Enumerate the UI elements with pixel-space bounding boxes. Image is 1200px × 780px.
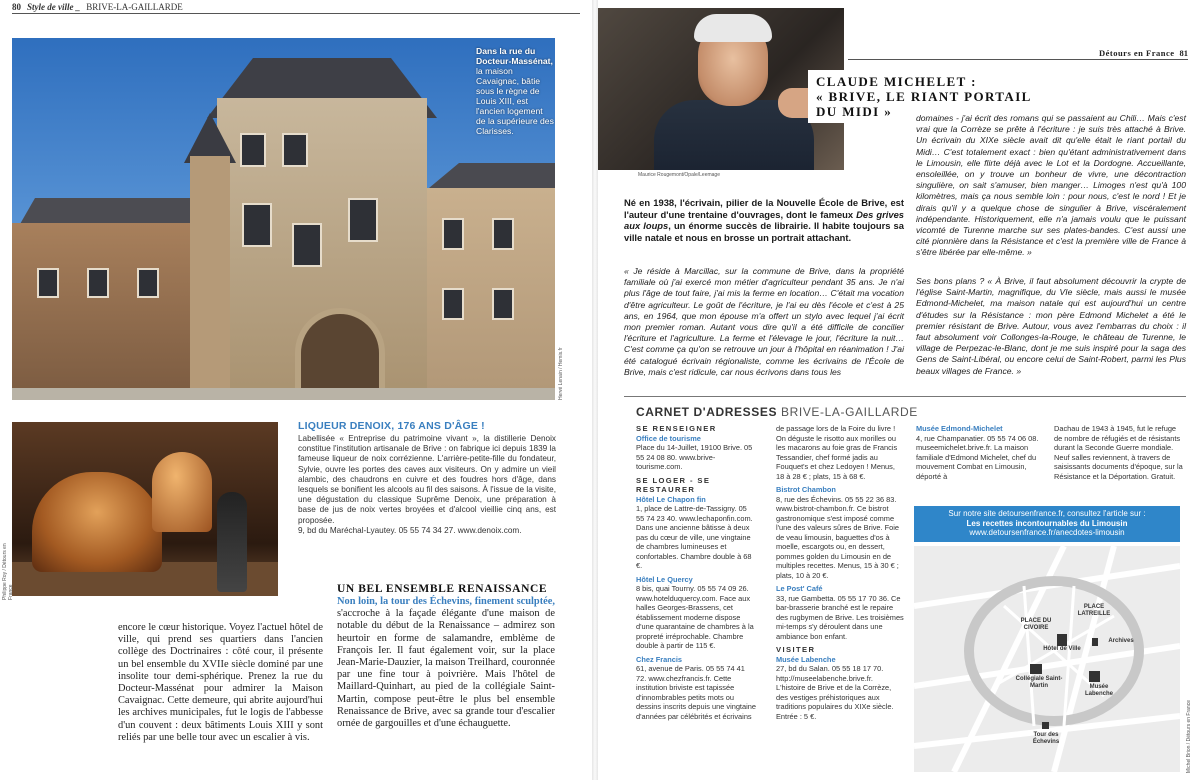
rubric-right: Détours en France bbox=[1098, 48, 1175, 58]
renaissance-title: UN BEL ENSEMBLE RENAISSANCE bbox=[337, 583, 548, 595]
chapon-fin-text: 1, place de Lattre-de-Tassigny. 05 55 74 23 40. www.lechaponfin.com. Dans une ancienne bâtisse à deux pas du cœur de ville, une vingtaine de chambres lumineuses et confortables. Chambre double à 68 €. bbox=[636, 504, 753, 570]
section-visiter: VISITER bbox=[776, 645, 816, 654]
bistrot-chambon-text: 8, rue des Échevins. 05 55 22 36 83. www.bistrot-chambon.fr. Ce bistrot gastronomique s'est imposé comme l'une des valeurs sûres de Brive. Foie de veau limousin, baguettes d'os à moelle, escargots ou, en dessert, pommes golden du Limousin en de multiples recettes. Menus, 15 à 30 € ; plats, 10 à 20 €. bbox=[776, 494, 900, 580]
section-se-loger: SE LOGER - SE RESTAURER bbox=[636, 475, 711, 494]
map-label-place-latreille: PLACE LATREILLE bbox=[1077, 604, 1111, 617]
page-number: 80 bbox=[12, 2, 21, 12]
photo-caption bbox=[476, 46, 554, 136]
left-page bbox=[0, 0, 592, 780]
website-banner[interactable] bbox=[914, 506, 1180, 542]
photo-credit: Hervé Lenain / Hemis.fr bbox=[558, 347, 564, 400]
musee-michelet-text: 4, rue Champanatier. 05 55 74 06 08. museemichelet.brive.fr. La maison familiale d'Edmond Michelet, chef du mouvement Combat en Limousin, déporté à bbox=[916, 433, 1039, 481]
intro-part-b: , un énorme succès de librairie. Il habite toujours sa ville natale et nous en brosse un portrait attachant. bbox=[624, 220, 904, 243]
bistrot-chambon-name: Bistrot Chambon bbox=[776, 485, 836, 494]
title-line-1: CLAUDE MICHELET : bbox=[816, 74, 977, 89]
liqueur-title: LIQUEUR DENOIX, 176 ANS D'ÂGE ! bbox=[298, 420, 485, 432]
intro-part-a: Né en 1938, l'écrivain, pilier de la Nouvelle École de Brive, est l'auteur d'une trentaine d'ouvrages, dont le fameux bbox=[624, 197, 904, 220]
chapon-fin-name: Hôtel Le Chapon fin bbox=[636, 494, 706, 504]
portrait-credit: Maurice Rougemont/Opale/Leemage bbox=[638, 172, 720, 178]
web-line-2: Les recettes incontournables du Limousin bbox=[966, 518, 1128, 528]
photo-distillerie-denoix bbox=[12, 422, 278, 596]
right-page bbox=[598, 0, 1200, 780]
renaissance-text: s'accroche à la façade élégante d'une maison de notable du début de la Renaissance – admirez son heurtoir en forme de salamandre, emblème de François Ier. Il faut également voir, sur la place Jean-Marie-Dauzier, la maison Treilhard, couronnée par une fine tour à poivrière. Mais l'hôtel de Maillard-Quinhart, au pied de la collégiale Saint-Martin, compose peut-être le plus bel ensemble Renaissance de Brive, avec sa grande tour d'escalier ornée de gargouilles et d'une échauguette. bbox=[337, 608, 555, 730]
carnet-title-main: CARNET D'ADRESSES bbox=[636, 405, 778, 419]
map-label-collegiale: Collégiale Saint-Martin bbox=[1015, 676, 1063, 689]
carnet-col-1 bbox=[636, 424, 756, 725]
map-label-hotel-de-ville: Hôtel de Ville bbox=[1043, 646, 1081, 652]
article-body-left: encore le cœur historique. Voyez l'actuel hôtel de ville, qui prend ses quartiers dans l'ancien collège des Doctrinaires : côté cour, il présente un bel ensemble du XVIIe siècle dominé par une insolite tour demi-sphérique. Prenez la rue du Docteur-Massénat pour admirer la Maison Cavaignac. Cette demeure, qui abrite aujourd'hui les archives municipales, fut le logis de l'abbesse d'un couvent : deux bâtiments Louis XIII y sont reliés par une belle tour avec un escalier à vis. bbox=[118, 622, 323, 743]
map-label-archives: Archives bbox=[1108, 638, 1134, 644]
liqueur-text: Labellisée « Entreprise du patrimoine vivant », la distillerie Denoix constitue l'institution artisanale de Brive : on fabrique ici depuis 1839 la fameuse liqueur de noix corrézienne. L'arrière-petite-fille du fondateur, Sylvie, ouvre les portes des caves aux visiteurs. On y admire un vieil alambic, des chaudrons en cuivre et des foudres hors d'âge, dans lesquels se bonifient les alcools au fil des saisons. À l'issue de la visite, une dégustation du classique Suprême Denoix, une préparation à base de jus de noix vertes broyées et d'alcool vieillie cinq ans, est proposée. bbox=[298, 434, 556, 525]
carnet-rule bbox=[624, 396, 1186, 397]
page-number-right: 81 bbox=[1179, 48, 1188, 58]
header-rule bbox=[12, 13, 580, 14]
photo-credit-2: Philippe Roy / Détours en France bbox=[2, 543, 14, 600]
carnet-col-3 bbox=[916, 424, 1044, 485]
musee-michelet-cont: Dachau de 1943 à 1945, fut le refuge de nombre de réfugiés et de résistants durant la Seconde Guerre mondiale. Neuf salles reviennent, à travers de saisissants documents d'époque, sur la Résistance et la Déportation. Gratuit. bbox=[1054, 424, 1183, 481]
chez-francis-cont: de passage lors de la Foire du livre ! On déguste le risotto aux morilles ou les macarons au foie gras de Francis Tessandier, chef formé jadis au Fouquet's et chez Ledoyen ! Menus, 18 à 28 € ; plats, 15 à 68 €. bbox=[776, 424, 898, 481]
post-cafe-name: Le Post' Café bbox=[776, 584, 823, 593]
carnet-col-2 bbox=[776, 424, 904, 725]
chez-francis-text: 61, avenue de Paris. 05 55 74 41 72. www.chezfrancis.fr. Cette institution briviste est tapissée d'innombrables petits mots ou dessins inscrits depuis une vingtaine d'années par célébrités et écrivains bbox=[636, 664, 756, 721]
city-map bbox=[914, 546, 1180, 772]
interview-col-b: domaines - j'ai écrit des romans qui se passaient au Chili… Mais c'est vrai que la Corrèze se prête à l'écriture : je suis très attaché à Brive. Un écrivain du XIXe siècle avait dit qu'elle était le riant portail du Midi… C'est totalement exact : bien qu'étant administrativement dans le Limousin, elle flirte déjà avec le Lot et la Dordogne. Accueillante, ensoleillée, on y trouve un bonheur de vivre, une décontraction singulière, on sait s'amuser, bien manger… Limoges n'est qu'à 100 kilomètres, mais ça nous semble loin : pour nous, c'est le nord ! Et je dirais qu'il y a quelque chose de singulier à Brive, viscéralement indépendante. Historiquement, elle n'a jamais voulu que le puissant vicomté de Turenne marche sur ses plates-bandes. C'est aussi une cité pionnière dans la Résistance et c'est la première ville de France à s'être libérée par elle-même. » bbox=[916, 113, 1186, 258]
interview-col-b2: Ses bons plans ? « À Brive, il faut absolument découvrir la crypte de l'église Saint-Martin, magnifique, du VIe siècle, mais aussi le musée Edmond-Michelet, ma maison natale qui est aujourd'hui un centre d'études sur la Résistance : mon père Edmond Michelet a été le premier résistant de Brive. Autour, vous avez l'embarras du choix : il faut absolument voir Collonges-la-Rouge, le château de Turenne, le village de Perpezac-le-Blanc, dont je me suis inspiré pour la saga des Gens de Saint-Libéral, ou encore celui de Saint-Robert, parmi les Plus beaux villages de France. » bbox=[916, 276, 1186, 376]
quercy-name: Hôtel Le Quercy bbox=[636, 574, 693, 584]
photo-caption-bold: Dans la rue du Docteur-Massénat, bbox=[476, 46, 553, 66]
interview-col-a: « Je réside à Marcillac, sur la commune de Brive, dans la propriété familiale où j'ai exercé mon métier d'agriculteur pendant 35 ans. Je n'ai plus l'âge de tout faire, j'ai mis la ferme en location… C'était ma vocation d'être agriculteur. Le goût de l'écriture, je l'ai eu dès l'école et c'est à 25 ans, en 1964, que mon épouse m'a offert un stylo avec lequel j'ai écrit mon premier roman. Autant vous dire qu'il a été difficile de concilier l'écriture et l'agriculture. La ferme et l'élevage le jour, l'écriture la nuit… C'est comme ça qu'on se retrouve un jour à l'hôpital en réanimation ! J'ai été catalogué écrivain régionaliste, comme les écrivains de l'École de Brive, mais c'est ridicule, car nous écrivons dans tous les bbox=[624, 266, 904, 377]
rubric: Style de ville _ bbox=[27, 2, 81, 12]
quercy-text: 8 bis, quai Tourny. 05 55 74 09 26. www.hotelduquercy.com. Face aux halles Georges-Brassens, cet établissement moderne dispose d'une quarantaine de chambres à la propreté irréprochable. Chambre double à partir de 115 €. bbox=[636, 584, 754, 650]
map-label-musee-labenche: Musée Labenche bbox=[1084, 684, 1113, 697]
office-tourisme-name: Office de tourisme bbox=[636, 433, 701, 443]
map-label-tour-echevins: Tour des Échevins bbox=[1032, 732, 1060, 745]
renaissance-lead: Non loin, la tour des Échevins, finement sculptée, bbox=[337, 596, 555, 607]
interview-intro bbox=[624, 197, 904, 243]
liqueur-address: 9, bd du Maréchal-Lyautey. 05 55 74 34 27. www.denoix.com. bbox=[298, 525, 522, 535]
photo-caption-text: la maison Cavaignac, bâtie sous le règne de Louis XIII, est l'ancien logement de la supérieure des Clarisses. bbox=[476, 66, 554, 136]
carnet-title-city: BRIVE-LA-GAILLARDE bbox=[781, 405, 918, 419]
office-tourisme-text: Place du 14-Juillet, 19100 Brive. 05 55 24 08 80. www.brive-tourisme.com. bbox=[636, 443, 753, 471]
intro-book-title: Des grives aux loups bbox=[624, 208, 904, 232]
musee-michelet-name: Musée Edmond-Michelet bbox=[916, 424, 1003, 433]
map-credit: Michel Brion / Détours en France bbox=[1186, 700, 1192, 774]
chez-francis-name: Chez Francis bbox=[636, 654, 683, 664]
web-line-3[interactable]: www.detoursenfrance.fr/anecdotes-limousin bbox=[969, 528, 1125, 538]
title-line-2: « BRIVE, LE RIANT PORTAIL DU MIDI » bbox=[816, 89, 1032, 119]
map-label-place-civoire: PLACE DU CIVOIRE bbox=[1020, 618, 1052, 631]
page-header-left bbox=[12, 2, 183, 12]
carnet-col-4 bbox=[1054, 424, 1186, 485]
renaissance-section bbox=[337, 583, 555, 730]
city-name: BRIVE-LA-GAILLARDE bbox=[86, 2, 183, 12]
web-line-1: Sur notre site detoursenfrance.fr, consultez l'article sur : bbox=[948, 509, 1146, 518]
post-cafe-text: 33, rue Gambetta. 05 55 17 70 36. Ce bar-brasserie branché est le repaire des rugbymen de Brive. Les troisièmes mi-temps s'y déroulent dans une ambiance bon enfant. bbox=[776, 593, 904, 641]
musee-labenche-name: Musée Labenche bbox=[776, 654, 836, 664]
header-rule-right bbox=[848, 59, 1188, 60]
musee-labenche-text: 27, bd du Salan. 05 55 18 17 70. http://museelabenche.brive.fr. L'histoire de Brive et de la Corrèze, des vestiges préhistoriques aux traditions populaires du XIXe siècle. Entrée : 5 €. bbox=[776, 664, 894, 721]
page-header-right bbox=[1099, 48, 1188, 58]
photo-maison-cavaignac bbox=[12, 38, 555, 400]
carnet-title bbox=[636, 405, 918, 419]
section-se-renseigner: SE RENSEIGNER bbox=[636, 424, 717, 433]
liqueur-box bbox=[298, 420, 556, 536]
